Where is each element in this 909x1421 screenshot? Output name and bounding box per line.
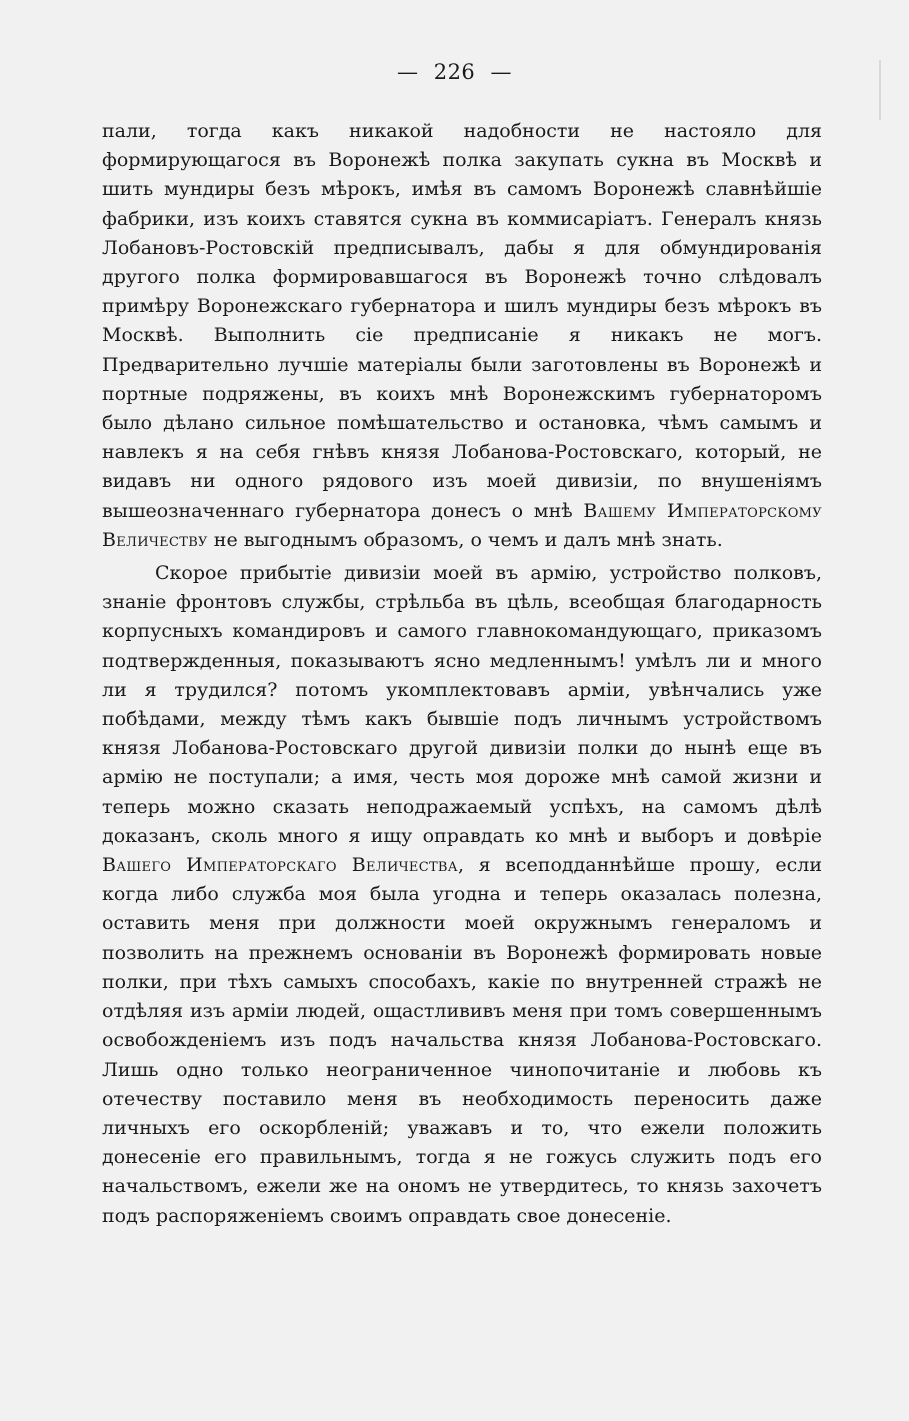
paragraph-2-text-a: Скорое прибытіе дивизіи моей въ армію, устройство полковъ, знаніе фронтовъ службы, стрѣльба въ цѣль, всеобщая благодарность корпусныхъ командировъ и самого главнокомандующаго, приказомъ подтвержденныя, показываютъ ясно медленнымъ! умѣлъ ли и много ли я трудился? потомъ укомплектовавъ арміи, увѣнчались уже побѣдами, между тѣмъ какъ бывшіе подъ личнымъ устройствомъ князя Лобанова-Ростовскаго другой дивизіи полки до нынѣ еще въ армію не поступали; а имя, честь моя дороже мнѣ самой жизни и теперь можно сказать неподражаемый успѣхъ, на самомъ дѣлѣ доказанъ, сколь много я ищу оправдать ко мнѣ и выборъ и довѣріе — [102, 562, 822, 847]
paragraph-1 — [102, 117, 822, 555]
paragraph-1-honorific: Вашему Императорскому Величеству — [102, 499, 822, 551]
paragraph-2-honorific: Вашего Императорскаго Величества — [102, 854, 458, 877]
paragraph-2 — [102, 559, 822, 1231]
page-number-value: 226 — [433, 60, 476, 84]
paragraph-1-text-b: не выгоднымъ образомъ, о чемъ и далъ мнѣ знать. — [207, 528, 723, 551]
paragraph-2-text-b: , я всеподданнѣйше прошу, если когда либо служба моя была угодна и теперь оказалась полезна, оставить меня при должности моей окружнымъ генераломъ и позволить на прежнемъ основаніи въ Воронежѣ формировать новые полки, при тѣхъ самыхъ способахъ, какіе по внутренней стражѣ не отдѣляя изъ арміи людей, ощастлививъ меня при томъ совершеннымъ освобожденіемъ изъ подъ начальства князя Лобанова-Ростовскаго. Лишь одно только неограниченное чинопочитаніе и любовь къ отечеству поставило меня въ необходимость переносить даже личныхъ его оскорбленій; уважавъ и то, что ежели положить донесеніе его правильнымъ, тогда я не гожусь служить подъ его начальствомъ, ежели же на ономъ не утвердитесь, то князь захочетъ подъ распоряженіемъ своимъ оправдать свое донесеніе. — [102, 854, 822, 1227]
page-number: — 226 — — [397, 60, 512, 84]
body-text — [102, 117, 822, 1231]
paragraph-1-text-a: пали, тогда какъ никакой надобности не настояло для формирующагося въ Воронежѣ полка закупать сукна въ Москвѣ и шить мундиры безъ мѣрокъ, имѣя въ самомъ Воронежѣ славнѣйшіе фабрики, изъ коихъ ставятся сукна въ коммисаріатъ. Генералъ князь Лобановъ-Ростовскій предписывалъ, дабы я для обмундированія другого полка формировавшагося въ Воронежѣ точно слѣдовалъ примѣру Воронежскаго губернатора и шилъ мундиры безъ мѣрокъ въ Москвѣ. Выполнить сіе предписаніе я никакъ не могъ. Предварительно лучшіе матеріалы были заготовлены въ Воронежѣ и портные подряжены, въ коихъ мнѣ Воронежскимъ губернаторомъ было дѣлано сильное помѣшательство и остановка, чѣмъ самымъ и навлекъ я на себя гнѣвъ князя Лобанова-Ростовскаго, который, не видавъ ни одного рядового изъ моей дивизіи, по внушеніямъ вышеозначеннаго губернатора донесъ о мнѣ — [102, 120, 822, 522]
